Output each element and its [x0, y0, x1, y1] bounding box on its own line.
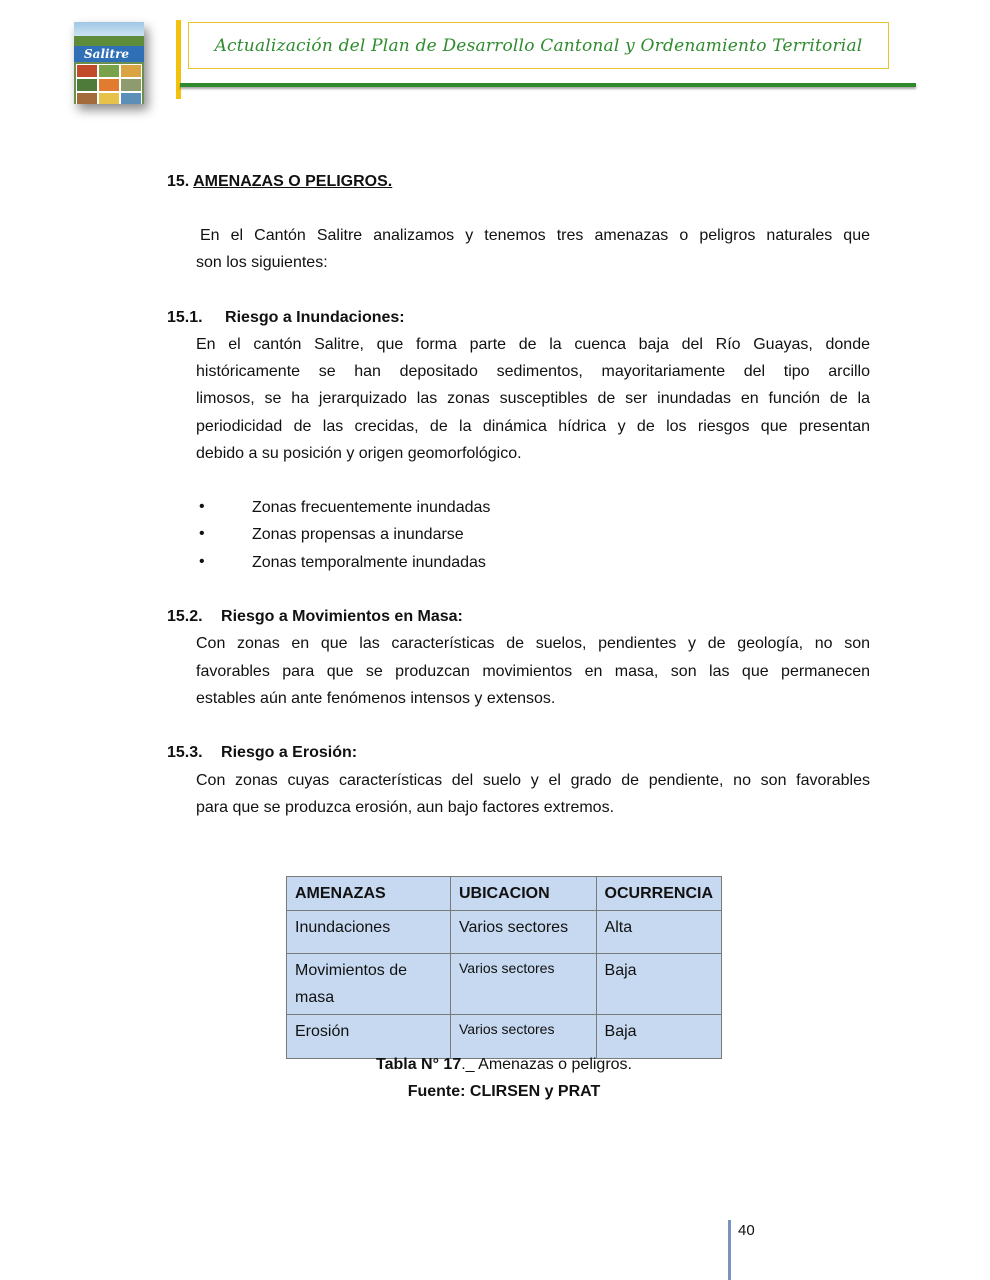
bullet-icon: •: [199, 553, 205, 570]
subsection-heading-movimientos: [167, 603, 463, 630]
paragraph-line: favorables para que se produzcan movimientos en masa, son las que permanecen: [196, 663, 870, 680]
subsection-title: Riesgo a Erosión:: [221, 744, 358, 761]
subsection-number: 15.1.: [167, 309, 203, 326]
table-cell: Varios sectores: [451, 1015, 597, 1059]
bullet-item: Zonas temporalmente inundadas: [252, 554, 486, 571]
bullet-item: Zonas frecuentemente inundadas: [252, 499, 491, 516]
logo-photo-tile: [76, 64, 98, 78]
intro-line-1: En el Cantón Salitre analizamos y tenemos tres amenazas o peligros naturales que: [200, 227, 870, 244]
logo-photo-tile: [76, 78, 98, 92]
page-number-rule: [728, 1220, 731, 1280]
table-cell: Movimientos de masa: [287, 954, 451, 1015]
logo-photo-tile: [120, 78, 142, 92]
logo-photo-tile: [98, 92, 120, 104]
subsection-heading-inundaciones: [167, 304, 405, 331]
table-cell: Varios sectores: [451, 911, 597, 954]
header-title-box: [188, 22, 889, 69]
logo-photo-tile: [120, 92, 142, 104]
subsection-number: 15.3.: [167, 744, 203, 761]
paragraph-line: Con zonas cuyas características del suelo y el grado de pendiente, no son favorables: [196, 772, 870, 789]
table-cell: Varios sectores: [451, 954, 597, 1015]
subsection-title: Riesgo a Inundaciones:: [225, 309, 405, 326]
logo-field: [74, 36, 144, 46]
logo-band: [74, 46, 144, 62]
subsection-number: 15.2.: [167, 608, 203, 625]
table-cell: Baja: [596, 1015, 721, 1059]
table-caption-label: Tabla N° 17: [375, 1056, 462, 1073]
table-caption-text: ._ Amenazas o peligros.: [461, 1056, 632, 1073]
table-header-row: [287, 877, 722, 911]
paragraph-line: periodicidad de las crecidas, de la dinámica hídrica y de los riesgos que presentan: [196, 418, 870, 435]
column-header: OCURRENCIA: [596, 877, 721, 911]
intro-line-2: son los siguientes:: [196, 254, 328, 271]
section-title: AMENAZAS O PELIGROS.: [193, 173, 393, 190]
table-cell: Alta: [596, 911, 721, 954]
threats-table: [286, 876, 722, 1059]
header-green-rule: [180, 83, 916, 87]
subsection-title: Riesgo a Movimientos en Masa:: [221, 608, 463, 625]
table-row: [287, 954, 722, 1015]
paragraph-line: estables aún ante fenómenos intensos y extensos.: [196, 690, 556, 707]
bullet-item: Zonas propensas a inundarse: [252, 526, 464, 543]
subsection-heading-erosion: [167, 739, 357, 766]
paragraph-line: debido a su posición y origen geomorfológico.: [196, 445, 522, 462]
table-cell: Inundaciones: [287, 911, 451, 954]
logo-text: Salitre: [84, 47, 130, 61]
table-cell: Baja: [596, 954, 721, 1015]
section-number: 15.: [167, 173, 190, 190]
logo-photo-tile: [98, 78, 120, 92]
table-row: [287, 1015, 722, 1059]
paragraph-line: Con zonas en que las características de suelos, pendientes y de geología, no son: [196, 635, 870, 652]
column-header: UBICACION: [451, 877, 597, 911]
salitre-logo: [74, 22, 144, 104]
bullet-icon: •: [199, 525, 205, 542]
bullet-icon: •: [199, 498, 205, 515]
document-title: Actualización del Plan de Desarrollo Cantonal y Ordenamiento Territorial: [214, 35, 863, 56]
column-header: AMENAZAS: [287, 877, 451, 911]
table-source: Fuente: CLIRSEN y PRAT: [407, 1083, 601, 1100]
paragraph-line: En el cantón Salitre, que forma parte de la cuenca baja del Río Guayas, donde: [196, 336, 870, 353]
logo-photo-tile: [120, 64, 142, 78]
table-cell: Erosión: [287, 1015, 451, 1059]
table-caption: [286, 1056, 722, 1074]
table-row: [287, 911, 722, 954]
paragraph-line: para que se produzca erosión, aun bajo factores extremos.: [196, 799, 615, 816]
logo-photo-tile: [76, 92, 98, 104]
paragraph-line: limosos, se ha jerarquizado las zonas susceptibles de ser inundadas en función de la: [196, 390, 870, 407]
paragraph-line: históricamente se han depositado sedimentos, mayoritariamente del tipo arcillo: [196, 363, 870, 380]
page-number: 40: [738, 1222, 755, 1239]
section-heading: [167, 168, 392, 195]
header-yellow-bar: [176, 20, 181, 99]
logo-photo-tile: [98, 64, 120, 78]
